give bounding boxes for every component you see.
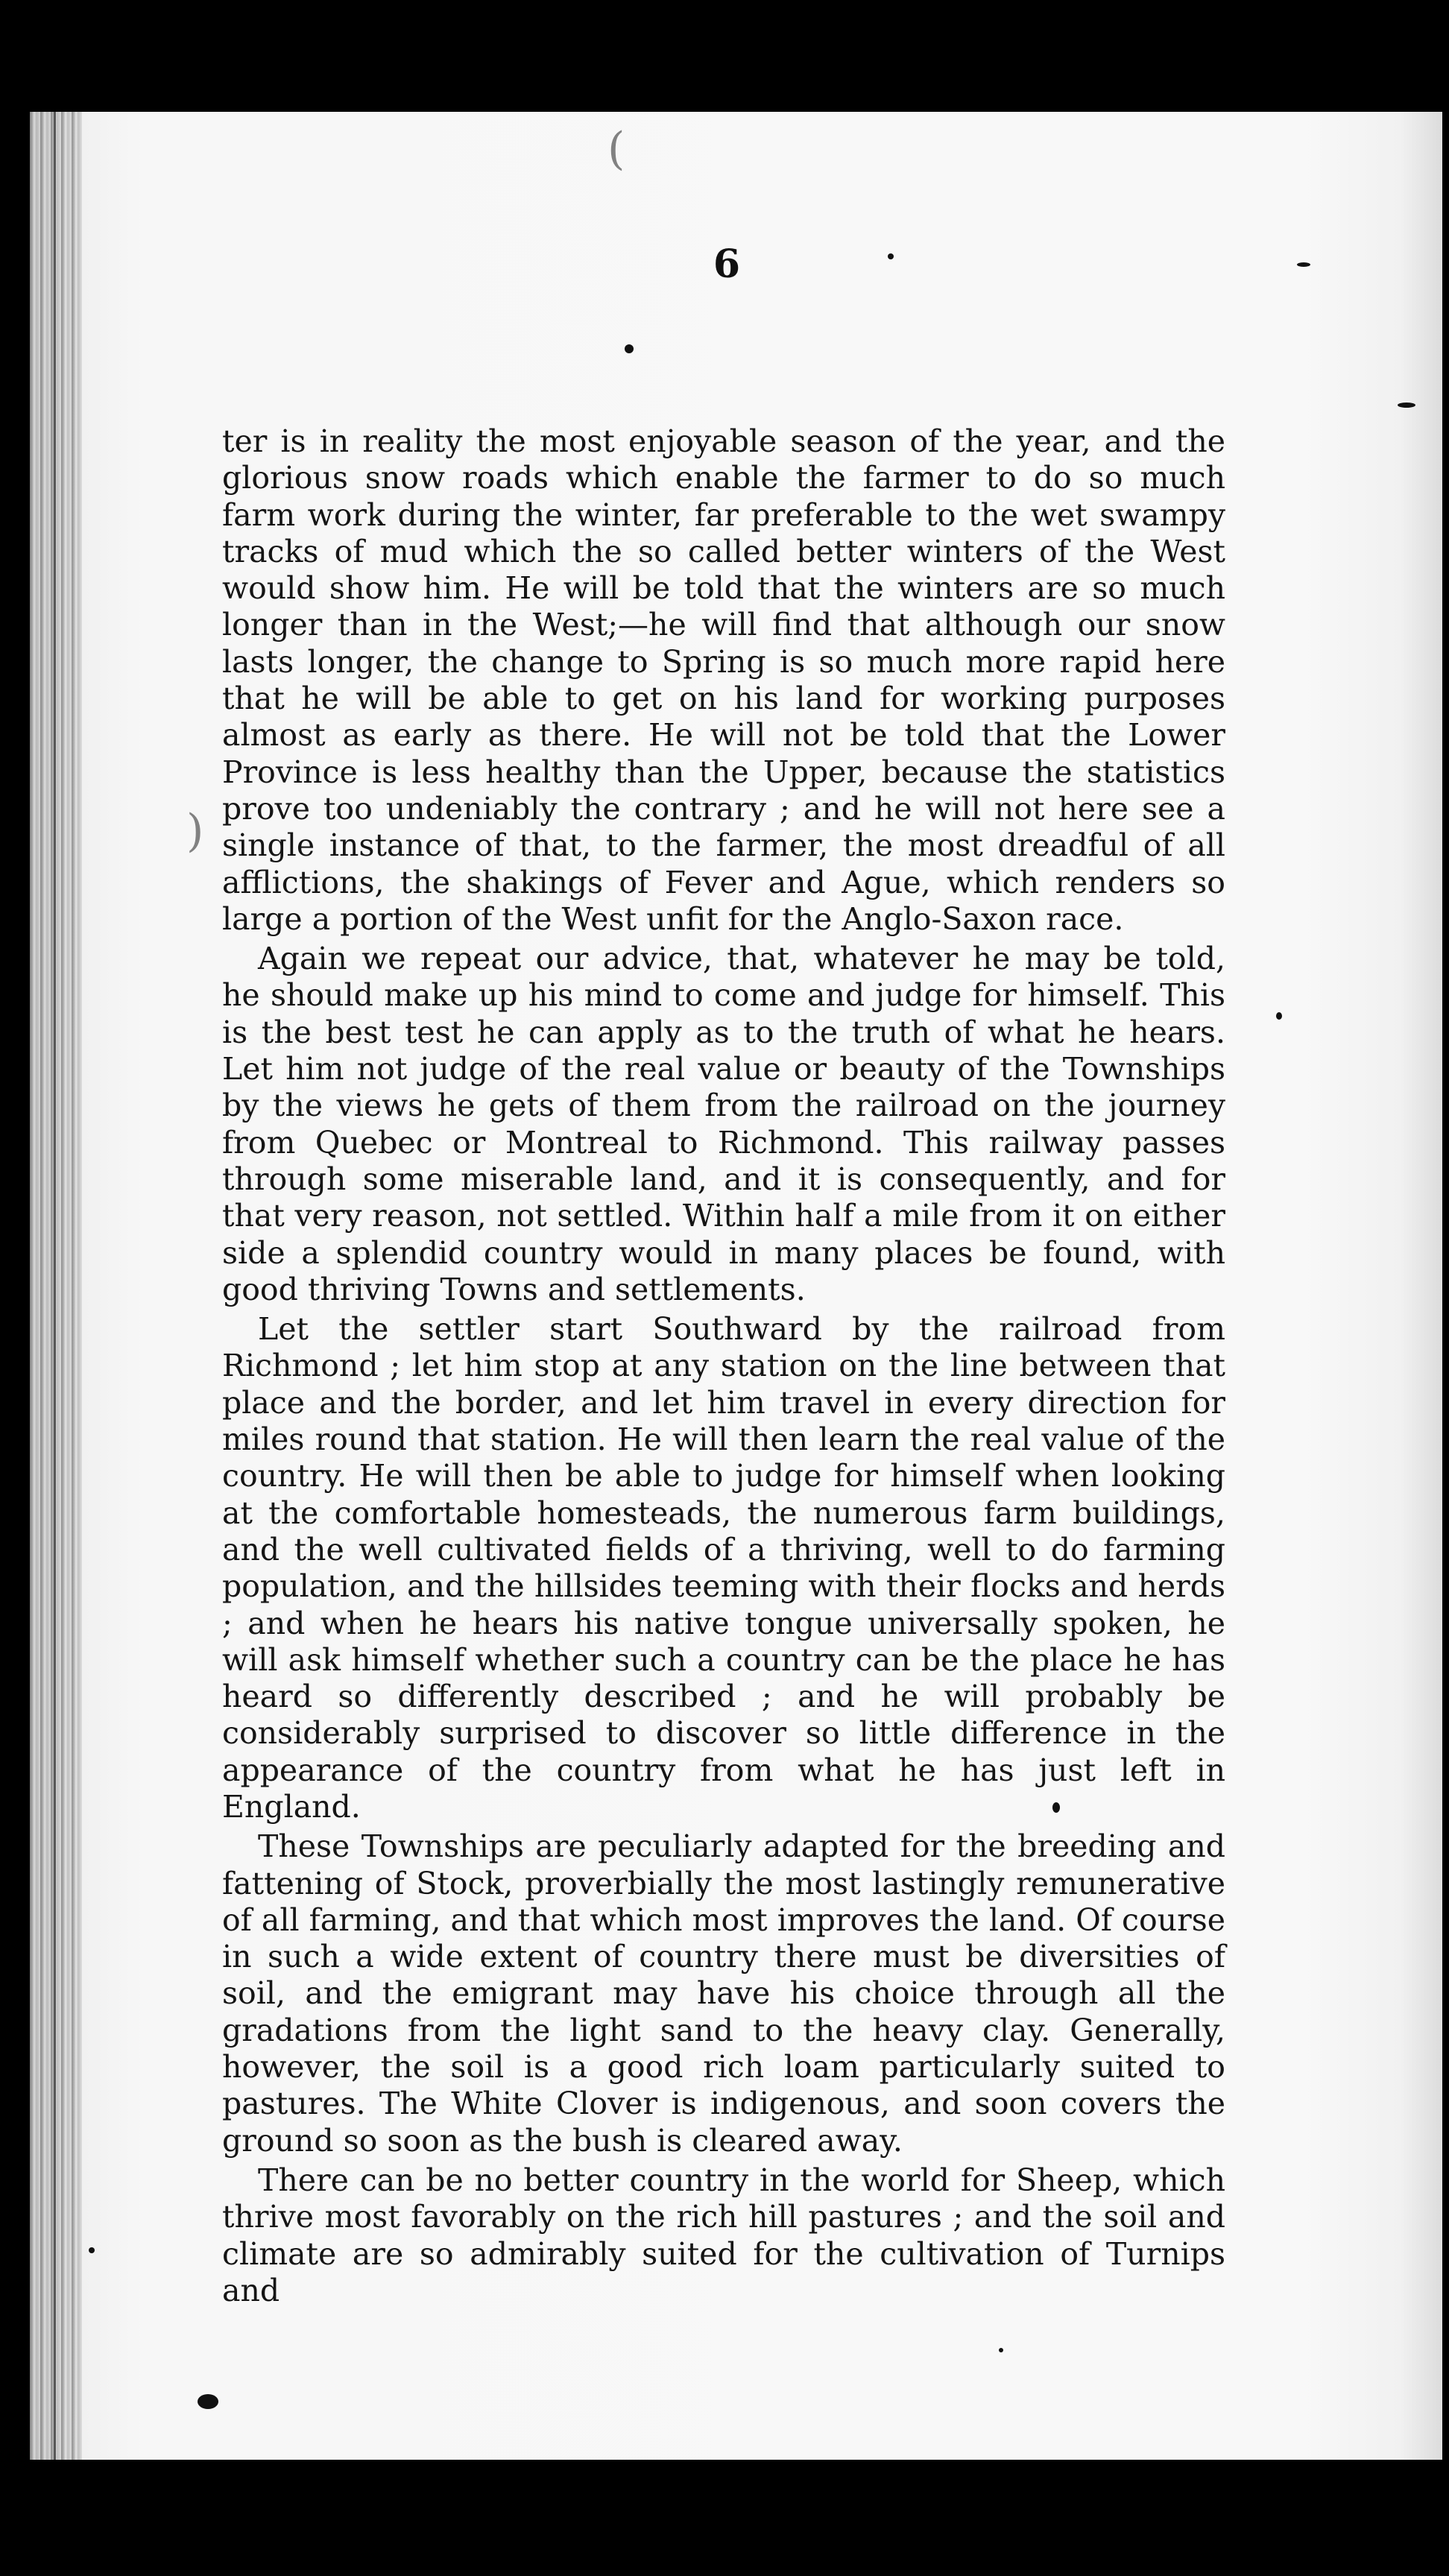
page-binding-edge [30,112,82,2460]
binding-line [54,112,56,2460]
paragraph-1: ter is in reality the most enjoyable season of the year, and the glorious snow roads which enable the farmer to do so much farm work during the winter, far preferable to the wet swampy tracks of mud which the so called better winters of the West would show him. He will be told that the winters are so much longer than in the West;—he will find that although our snow lasts longer, the change to Spring is so much more rapid here that he will be able to get on his land for working purposes almost as early as there. He will not be told that the Lower Province is less healthy than the Upper, because the statistics prove too undeniably the contrary ; and he will not here see a single instance of that, to the farmer, the most dreadful of all afflictions, the shakings of Fever and Ague, which renders so large a portion of the West unfit for the Anglo-Saxon race. [222,423,1225,937]
paragraph-3: Let the settler start Southward by the railroad from Richmond ; let him stop at any station on the line between that place and the border, and let him travel in every direction for miles round that station. He will then learn the real value of the country. He will then be able to judge for himself when looking at the comfortable homesteads, the numerous farm buildings, and the well cultivated fields of a thriving, well to do farming population, and the hillsides teeming with their flocks and herds ; and when he hears his native tongue universally spoken, he will ask himself whether such a country can be the place he has heard so differently described ; and he will probably be considerably surprised to discover so little difference in the appearance of the country from what he has just left in England. [222,1311,1225,1825]
paragraph-2: Again we repeat our advice, that, whatever he may be told, he should make up his mind to come and judge for himself. This is the best test he can apply as to the truth of what he hears. Let him not judge of the real value or beauty of the Townships by the views he gets of them from the railroad on the journey from Quebec or Montreal to Richmond. This railway passes through some miserable land, and it is consequently, and for that very reason, not settled. Within half a mile from it on either side a splendid country would in many places be found, with good thriving Towns and settlements. [222,941,1225,1307]
film-border-bottom [0,2460,1449,2576]
scan-speck [625,344,634,353]
margin-mark: ( [607,123,625,175]
paragraph-4: These Townships are peculiarly adapted for the breeding and fattening of Stock, proverbially the most lastingly remunerative of all farming, and that which most improves the land. Of course in such a wide extent of country there must be diversities of soil, and the emigrant may have his choice through all the gradations from the light sand to the heavy clay. Generally, however, the soil is a good rich loam particularly suited to pastures. The White Clover is indigenous, and soon covers the ground so soon as the bush is cleared away. [222,1828,1225,2159]
scan-speck [999,2348,1003,2352]
scan-speck [1297,262,1310,267]
scan-speck [1276,1012,1282,1020]
scan-speck [198,2394,218,2409]
body-text [222,423,1225,2309]
margin-mark: ) [186,805,204,857]
scan-speck [1052,1802,1060,1813]
paragraph-5: There can be no better country in the world for Sheep, which thrive most favorably on the rich hill pastures ; and the soil and climate are so admirably suited for the cultivation of Turnips and [222,2162,1225,2308]
film-border-top [0,0,1449,112]
scan-speck [89,2247,95,2253]
scan-speck [888,253,894,259]
page-number: 6 [713,242,741,287]
scan-speck [1398,402,1415,408]
